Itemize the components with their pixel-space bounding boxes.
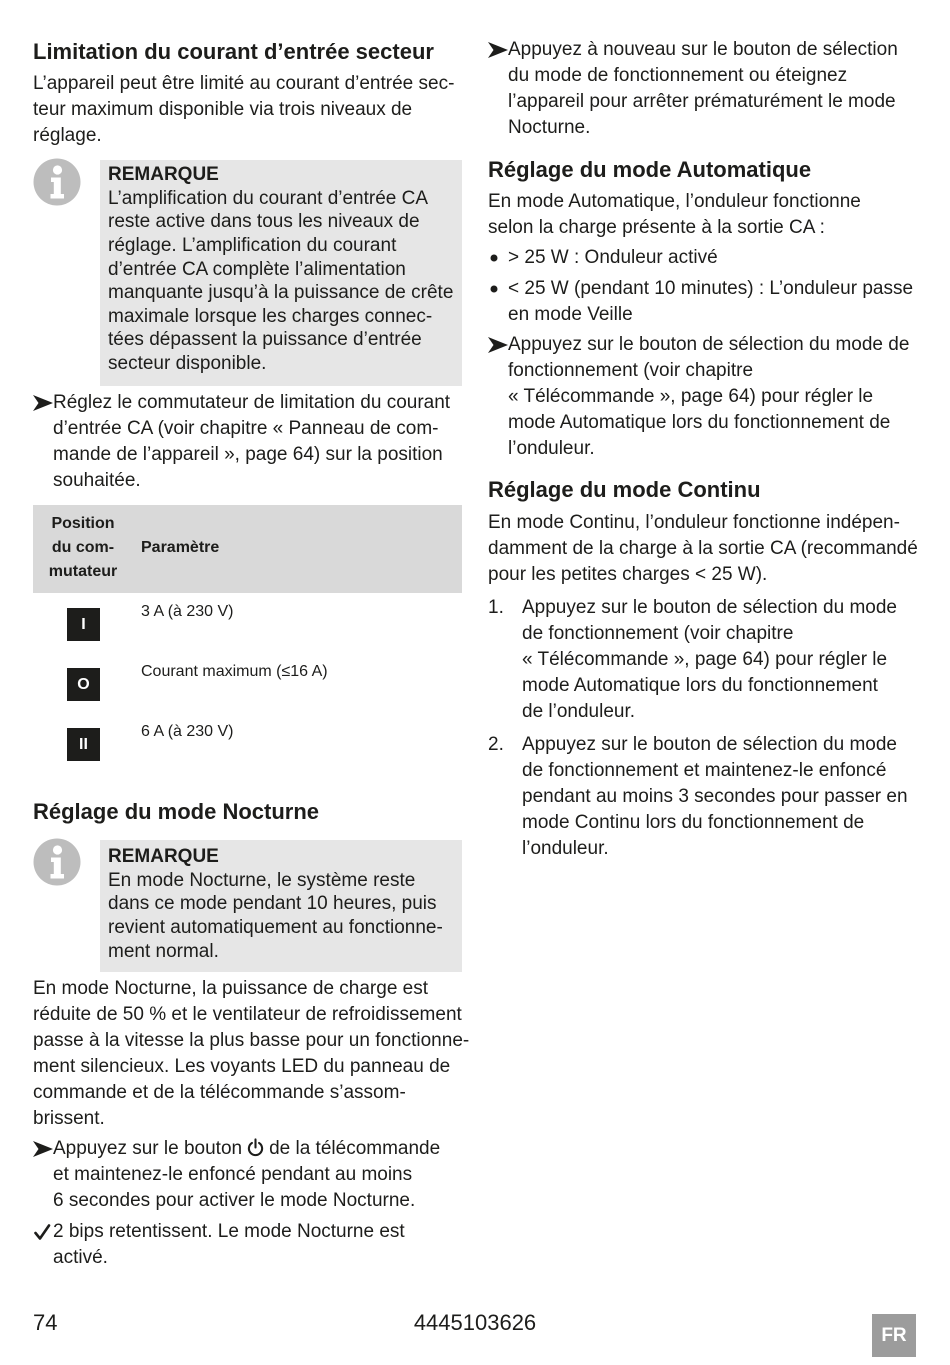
paragraph-line: En mode Automatique, l’onduleur fonctionne <box>488 191 861 212</box>
step-line: de l’onduleur. <box>522 701 636 722</box>
note-line: L’amplification du courant d’entrée CA <box>108 187 429 209</box>
bullet-item <box>488 276 913 328</box>
arrow-right-icon <box>33 395 53 411</box>
table-row <box>33 594 462 654</box>
paragraph-line: passe à la vitesse la plus basse pour un fonctionne- <box>33 1030 470 1051</box>
bullet-line: > 25 W : Onduleur activé <box>508 247 718 268</box>
table-row <box>33 714 462 774</box>
step-number: 1. <box>488 597 504 618</box>
switch-position-symbol: II <box>67 728 100 761</box>
step-number: 2. <box>488 734 504 755</box>
note-line: tées dépassent la puissance d’entrée <box>108 329 422 351</box>
table-row <box>33 654 462 714</box>
heading-current-limitation: Limitation du courant d’entrée secteur <box>33 39 434 64</box>
instruction-line: Nocturne. <box>508 117 591 138</box>
bullet-icon <box>490 285 498 293</box>
instruction-text: Appuyez sur le bouton <box>53 1138 243 1159</box>
instruction-text: de la télécommande <box>269 1138 441 1159</box>
instruction-stop-night-mode <box>488 37 898 141</box>
step-line: de fonctionnement (voir chapitre <box>522 623 794 644</box>
note-line: reste active dans tous les niveaux de <box>108 211 420 233</box>
paragraph-line: En mode Nocturne, la puissance de charge est <box>33 978 429 999</box>
heading-night-mode: Réglage du mode Nocturne <box>33 799 320 824</box>
bullet-item <box>488 245 718 271</box>
paragraph-line: En mode Continu, l’onduleur fonctionne indépen- <box>488 512 900 533</box>
power-icon <box>247 1138 264 1157</box>
column-header-line: Position <box>51 515 115 532</box>
instruction-line: mode Automatique lors du fonctionnement de <box>508 412 891 433</box>
note-line: dans ce mode pendant 10 heures, puis <box>108 893 437 915</box>
info-icon <box>33 838 81 886</box>
instruction-line: d’entrée CA (voir chapitre « Panneau de com- <box>53 418 439 439</box>
page-number: 74 <box>33 1310 58 1335</box>
instruction-line: du mode de fonctionnement ou éteignez <box>508 65 848 86</box>
instruction-line: Réglez le commutateur de limitation du courant <box>53 392 451 413</box>
note-line: ment normal. <box>108 940 219 962</box>
note-line: revient automatiquement au fonctionne- <box>108 916 443 938</box>
instruction-activate-night-mode <box>33 1136 440 1214</box>
column-header-line: mutateur <box>48 563 118 580</box>
table-cell-parameter: 6 A (à 230 V) <box>141 723 234 740</box>
instruction-line: 6 secondes pour activer le mode Nocturne. <box>53 1190 416 1211</box>
heading-continuous-mode: Réglage du mode Continu <box>488 477 761 502</box>
step-line: de fonctionnement et maintenez-le enfoncé <box>522 760 887 781</box>
paragraph-line: réglage. <box>33 125 102 146</box>
note-line: secteur disponible. <box>108 352 267 374</box>
step-line: l’onduleur. <box>522 838 609 859</box>
step-line: Appuyez sur le bouton de sélection du mode <box>522 597 897 618</box>
document-number: 4445103626 <box>413 1310 537 1335</box>
note-line: réglage. L’amplification du courant <box>108 234 397 256</box>
step-line: mode Automatique lors du fonctionnement <box>522 675 878 696</box>
column-header-switch-position <box>33 512 133 584</box>
paragraph-line: damment de la charge à la sortie CA (recommandé <box>488 538 918 559</box>
numbered-step <box>488 595 897 725</box>
note-content-night-mode <box>108 845 443 963</box>
instruction-line: « Télécommande », page 64) pour régler le <box>508 386 874 407</box>
numbered-step <box>488 732 908 862</box>
instruction-set-automatic-mode <box>488 332 909 462</box>
step-line: pendant au moins 3 secondes pour passer en <box>522 786 908 807</box>
column-header-line: du com- <box>51 539 115 556</box>
paragraph-line: pour les petites charges < 25 W). <box>488 564 768 585</box>
instruction-line: souhaitée. <box>53 470 141 491</box>
paragraph-line: selon la charge présente à la sortie CA : <box>488 217 825 238</box>
paragraph-line: réduite de 50 % et le ventilateur de refroidissement <box>33 1004 462 1025</box>
paragraph-line: L’appareil peut être limité au courant d’entrée sec- <box>33 73 455 94</box>
instruction-line: l’appareil pour arrêter prématurément le mode <box>508 91 896 112</box>
instruction-line: mande de l’appareil », page 64) sur la position <box>53 444 443 465</box>
instruction-line: Appuyez sur le bouton de sélection du mode de <box>508 334 910 355</box>
column-header-parameter: Paramètre <box>141 539 220 556</box>
note-line: d’entrée CA complète l’alimentation <box>108 258 406 280</box>
note-content-limitation <box>108 163 453 375</box>
paragraph-limitation-intro <box>33 71 454 149</box>
result-line: activé. <box>53 1247 108 1268</box>
note-line: En mode Nocturne, le système reste <box>108 869 416 891</box>
switch-position-symbol: I <box>67 608 100 641</box>
paragraph-line: commande et de la télécommande s’assom- <box>33 1082 406 1103</box>
note-line: manquante jusqu’à la puissance de crête <box>108 282 454 304</box>
instruction-line: fonctionnement (voir chapitre <box>508 360 754 381</box>
arrow-right-icon <box>33 1141 53 1157</box>
check-icon <box>33 1223 51 1241</box>
result-night-mode-active <box>33 1219 405 1271</box>
table-header <box>33 505 462 593</box>
switch-position-symbol: O <box>67 668 100 701</box>
paragraph-line: brissent. <box>33 1108 105 1129</box>
language-badge: FR <box>872 1314 916 1357</box>
note-title: REMARQUE <box>108 846 219 868</box>
arrow-right-icon <box>488 337 508 353</box>
step-line: Appuyez sur le bouton de sélection du mode <box>522 734 897 755</box>
instruction-line <box>53 1136 440 1162</box>
instruction-line: l’onduleur. <box>508 438 595 459</box>
arrow-right-icon <box>488 42 508 58</box>
step-line: « Télécommande », page 64) pour régler le <box>522 649 888 670</box>
paragraph-continuous-intro <box>488 510 918 588</box>
instruction-set-limit-switch <box>33 390 450 494</box>
bullet-line: en mode Veille <box>508 304 633 325</box>
paragraph-night-mode-description <box>33 976 469 1132</box>
paragraph-line: ment silencieux. Les voyants LED du panneau de <box>33 1056 451 1077</box>
instruction-line: et maintenez-le enfoncé pendant au moins <box>53 1164 413 1185</box>
bullet-line: < 25 W (pendant 10 minutes) : L’onduleur passe <box>508 278 914 299</box>
paragraph-line: teur maximum disponible via trois niveaux de <box>33 99 413 120</box>
bullet-icon <box>490 254 498 262</box>
table-cell-parameter: Courant maximum (≤16 A) <box>141 663 328 680</box>
info-icon <box>33 158 81 206</box>
step-line: mode Continu lors du fonctionnement de <box>522 812 865 833</box>
table-cell-parameter: 3 A (à 230 V) <box>141 603 234 620</box>
heading-automatic-mode: Réglage du mode Automatique <box>488 157 812 182</box>
note-title: REMARQUE <box>108 164 219 186</box>
instruction-line: Appuyez à nouveau sur le bouton de sélection <box>508 39 898 60</box>
note-line: maximale lorsque les charges connec- <box>108 305 433 327</box>
paragraph-automatic-intro <box>488 189 861 241</box>
result-line: 2 bips retentissent. Le mode Nocturne est <box>53 1221 405 1242</box>
